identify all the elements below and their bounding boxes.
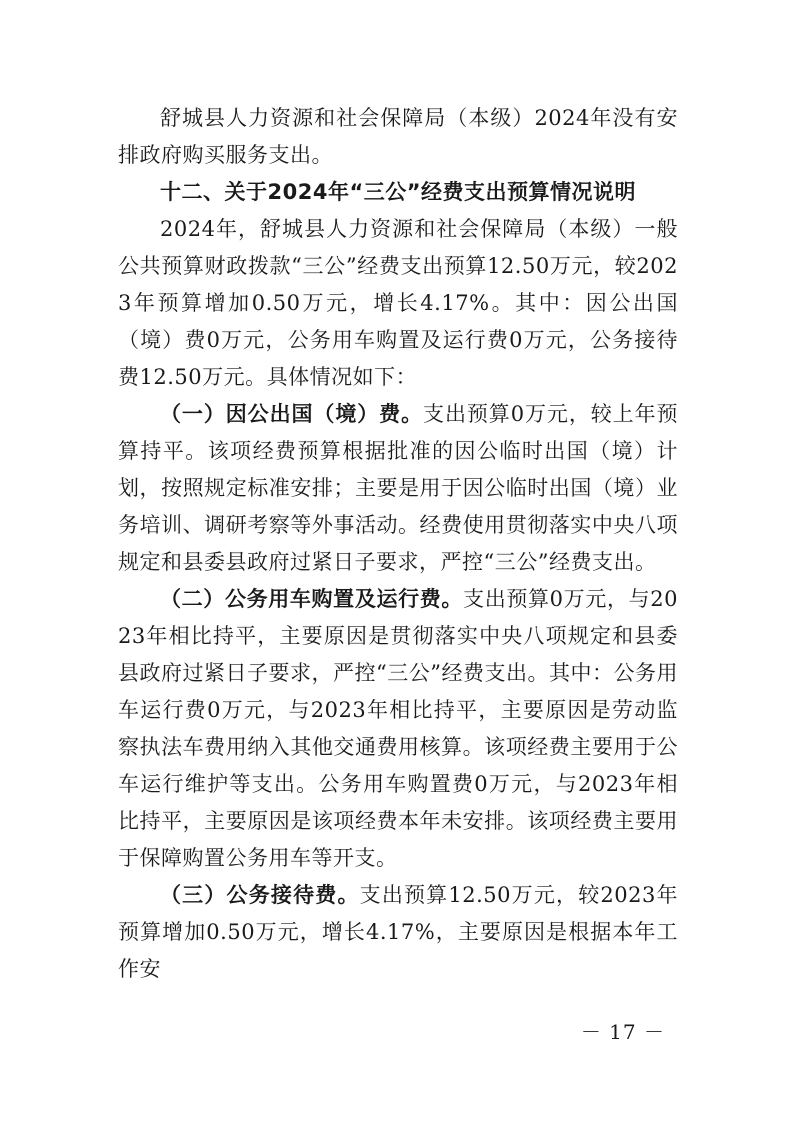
subsection-body-overseas: 支出预算0万元，较上年预算持平。该项经费预算根据批准的因公临时出国（境）计划，按照规定标准安排；主要是用于因公临时出国（境）业务培训、调研考察等外事活动。经费使用贯彻落实中央八项规定和县委县政府过紧日子要求，严控“三公”经费支出。 [118,402,678,574]
paragraph-procurement: 舒城县人力资源和社会保障局（本级）2024年没有安排政府购买服务支出。 [118,106,678,167]
subsection-body-reception: 支出预算12.50万元，较2023年预算增加0.50万元，增长4.17%，主要原因是根据本年工作安 [118,883,679,981]
subsection-title-reception: （三）公务接待费。 [160,883,360,907]
paragraph-overseas-travel [118,396,678,581]
section-heading-12: 十二、关于2024年“三公”经费支出预算情况说明 [160,180,637,204]
subsection-body-vehicles: 支出预算0万元，与2023年相比持平，主要原因是贯彻落实中央八项规定和县委县政府过紧日子要求，严控“三公”经费支出。其中：公务用车运行费0万元，与2023年相比持平，主要原因是劳动监察执法车费用纳入其他交通费用核算。该项经费主要用于公车运行维护等支出。公务用车购置费0万元，与2023年相比持平，主要原因是该项经费本年未安排。该项经费主要用于保障购置公务用车等开支。 [118,587,678,870]
paragraph-three-public-summary: 2024年，舒城县人力资源和社会保障局（本级）一般公共预算财政拨款“三公”经费支出预算12.50万元，较2023年预算增加0.50万元，增长4.17%。其中：因公出国（境）费0万元，公务用车购置及运行费0万元，公务接待费12.50万元。具体情况如下： [118,217,678,389]
document-page [118,100,678,988]
page-number: － 17 － [580,1020,665,1044]
subsection-title-overseas: （一）因公出国（境）费。 [160,402,424,426]
paragraph-vehicles [118,581,678,877]
subsection-title-vehicles: （二）公务用车购置及运行费。 [160,587,464,611]
paragraph-reception [118,877,678,988]
